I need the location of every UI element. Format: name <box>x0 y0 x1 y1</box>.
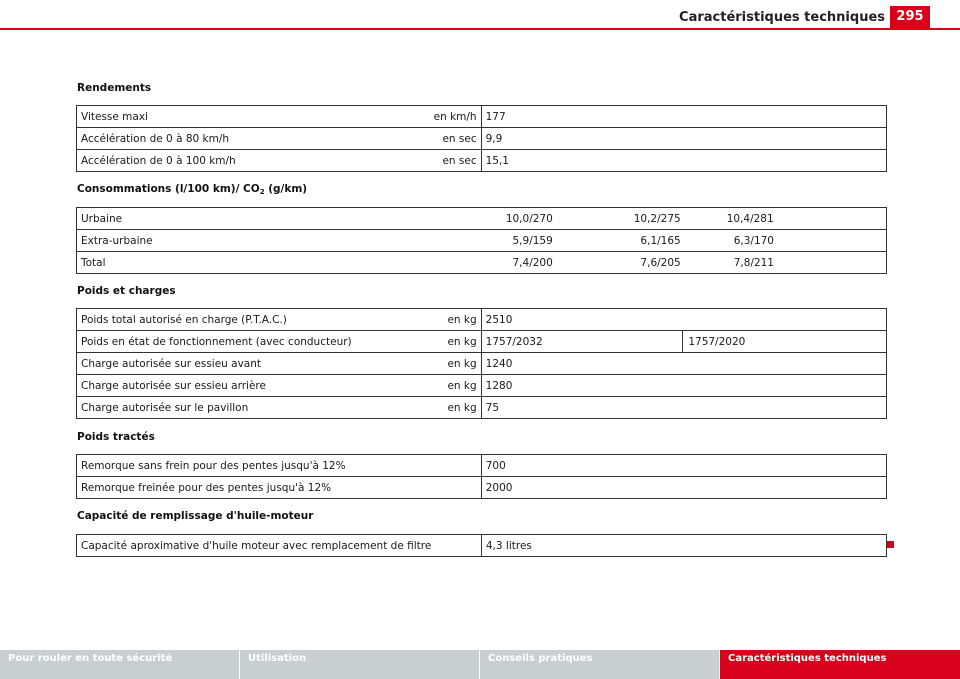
row-value: 7,4/200 <box>481 252 593 274</box>
row-label: Total <box>77 252 481 274</box>
row-unit: en km/h <box>433 110 477 123</box>
section-title-huile: Capacité de remplissage d'huile-moteur <box>77 510 314 522</box>
page-header <box>0 0 960 30</box>
row-value: 1757/2032 <box>481 331 683 353</box>
row-label: Remorque sans frein pour des pentes jusqu'à 12% <box>77 455 482 477</box>
footer-tab-utilisation[interactable]: Utilisation <box>240 650 480 679</box>
row-unit: en kg <box>447 401 477 414</box>
row-unit: en kg <box>447 335 477 348</box>
row-value: 10,2/275 <box>593 208 725 230</box>
table-row <box>77 477 887 499</box>
row-value: 15,1 <box>481 150 886 172</box>
table-row <box>77 535 887 557</box>
row-label: Urbaine <box>77 208 481 230</box>
row-label: Charge autorisée sur essieu arrière en kg <box>77 375 482 397</box>
row-label: Poids en état de fonctionnement (avec conducteur) en kg <box>77 331 482 353</box>
row-value: 1280 <box>481 375 886 397</box>
row-value: 4,3 litres <box>481 535 886 557</box>
row-value: 7,6/205 <box>593 252 725 274</box>
row-value: 7,8/211 <box>725 252 887 274</box>
row-value: 2000 <box>481 477 886 499</box>
table-row <box>77 150 887 172</box>
section-title-poids-tractes: Poids tractés <box>77 431 155 443</box>
table-consommations <box>76 207 887 274</box>
row-unit: en sec <box>442 132 477 145</box>
header-rule <box>0 28 960 30</box>
row-label: Capacité aproximative d'huile moteur avec remplacement de filtre <box>77 535 482 557</box>
table-row <box>77 375 887 397</box>
row-value: 6,3/170 <box>725 230 887 252</box>
table-rendements <box>76 105 887 172</box>
page-title: Caractéristiques techniques <box>679 10 885 25</box>
row-value: 6,1/165 <box>593 230 725 252</box>
row-label: Poids total autorisé en charge (P.T.A.C.) en kg <box>77 309 482 331</box>
section-title-rendements: Rendements <box>77 82 152 94</box>
table-row <box>77 252 887 274</box>
row-value: 2510 <box>481 309 886 331</box>
row-label: Vitesse maxi en km/h <box>77 106 482 128</box>
table-row <box>77 106 887 128</box>
row-value: 10,4/281 <box>725 208 887 230</box>
row-label: Remorque freinée pour des pentes jusqu'à 12% <box>77 477 482 499</box>
page-number: 295 <box>890 6 930 28</box>
footer-tab-conseils[interactable]: Conseils pratiques <box>480 650 720 679</box>
table-huile <box>76 534 887 557</box>
table-row <box>77 397 887 419</box>
row-value: 177 <box>481 106 886 128</box>
footer-tab-securite[interactable]: Pour rouler en toute sécurité <box>0 650 240 679</box>
row-value: 5,9/159 <box>481 230 593 252</box>
row-value-2: 1757/2020 <box>683 331 887 353</box>
section-title-poids-charges: Poids et charges <box>77 285 176 297</box>
row-label: Extra-urbaine <box>77 230 481 252</box>
row-value: 1240 <box>481 353 886 375</box>
row-unit: en kg <box>447 357 477 370</box>
row-unit: en kg <box>447 379 477 392</box>
row-unit: en kg <box>447 313 477 326</box>
end-of-section-square-icon <box>887 541 894 548</box>
row-unit: en sec <box>442 154 477 167</box>
table-poids-charges <box>76 308 887 419</box>
row-label: Charge autorisée sur essieu avant en kg <box>77 353 482 375</box>
table-poids-tractes <box>76 454 887 499</box>
row-value: 9,9 <box>481 128 886 150</box>
table-row <box>77 230 887 252</box>
footer-nav <box>0 650 960 679</box>
footer-tab-caracteristiques[interactable]: Caractéristiques techniques <box>720 650 960 679</box>
section-title-consommations: Consommations (l/100 km)/ $CO_2$ (g/km) <box>77 183 308 196</box>
row-label: Accélération de 0 à 80 km/h en sec <box>77 128 482 150</box>
table-row <box>77 331 887 353</box>
row-value: 10,0/270 <box>481 208 593 230</box>
table-row <box>77 208 887 230</box>
table-row <box>77 353 887 375</box>
row-value: 75 <box>481 397 886 419</box>
table-row <box>77 128 887 150</box>
row-label: Charge autorisée sur le pavillon en kg <box>77 397 482 419</box>
table-row <box>77 455 887 477</box>
row-value: 700 <box>481 455 886 477</box>
row-label: Accélération de 0 à 100 km/h en sec <box>77 150 482 172</box>
table-row <box>77 309 887 331</box>
